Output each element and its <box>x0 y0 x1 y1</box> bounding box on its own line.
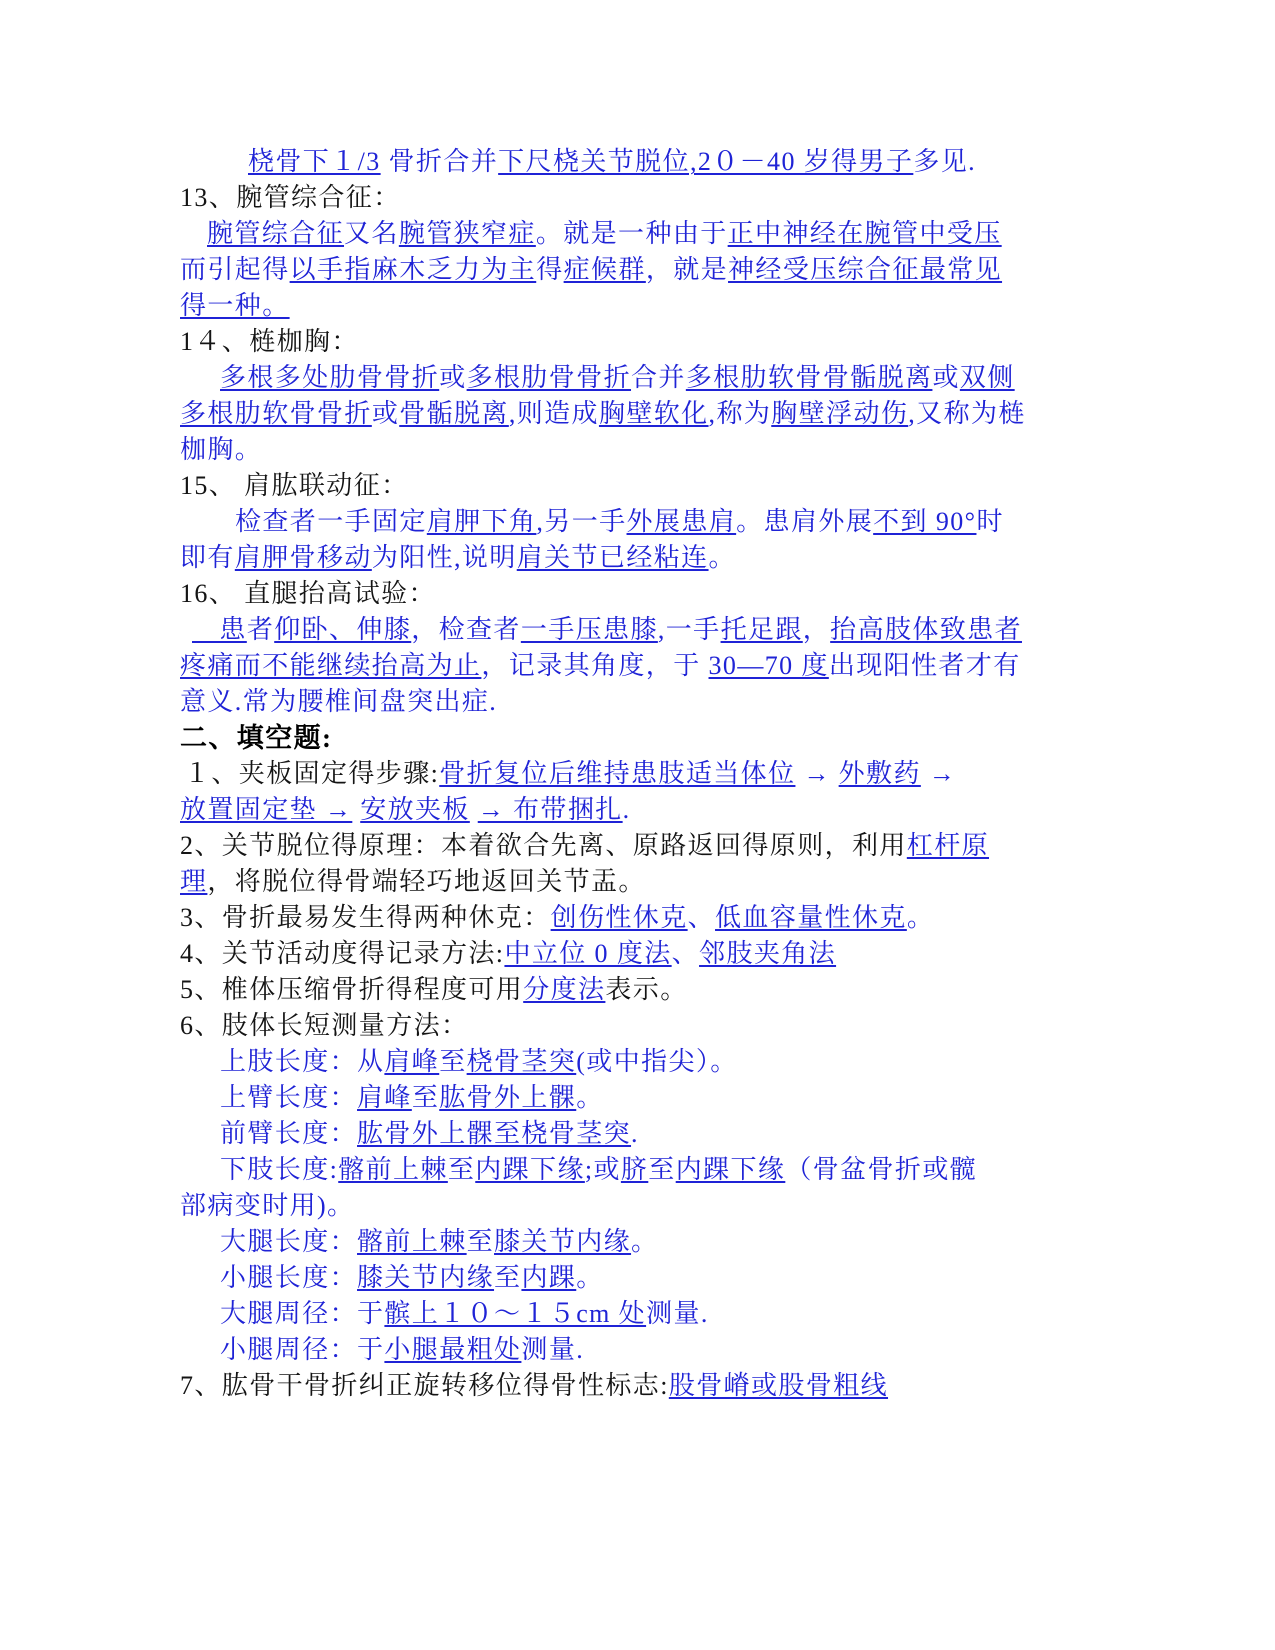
text-span: 。就是一种由于 <box>535 219 728 248</box>
document-page <box>180 144 1050 1424</box>
text-line <box>180 288 1050 324</box>
text-line <box>180 504 1050 540</box>
text-span: 得 <box>536 255 564 284</box>
text-span: 。 <box>576 1263 604 1292</box>
underlined-term: 中立位 0 度法 <box>504 939 672 968</box>
text-span: 、 <box>671 939 700 968</box>
text-span: 为阳性,说明 <box>371 543 517 572</box>
text-line <box>180 1116 1050 1152</box>
text-span: . <box>622 795 631 824</box>
underlined-term: 多根肋骨骨折 <box>466 363 632 392</box>
underlined-term: 髂前上棘 <box>338 1155 448 1184</box>
text-span: ,则造成 <box>508 399 599 428</box>
underlined-term: 症候群 <box>563 255 646 284</box>
underlined-term: 外敷药 <box>838 759 921 788</box>
underlined-term: 邻肢夹角法 <box>699 939 837 968</box>
text-line <box>180 1188 1050 1224</box>
text-span: 至 <box>439 1047 467 1076</box>
plain-text: ，将脱位得骨端轻巧地返回关节盂。 <box>207 867 646 896</box>
text-span: 小腿长度： <box>220 1263 358 1292</box>
text-span: 即有 <box>180 543 235 572</box>
text-span: 又名 <box>344 219 399 248</box>
underlined-term: 杠杆原 <box>906 831 990 860</box>
text-line <box>180 1260 1050 1296</box>
text-span: 上臂长度： <box>220 1083 358 1112</box>
plain-text: 表示。 <box>605 975 688 1004</box>
text-line <box>180 648 1050 684</box>
underlined-term: → 布带捆扎 <box>477 795 623 824</box>
underlined-term: 骨折复位后维持患肢适当体位 <box>439 759 796 788</box>
text-span: ,一手 <box>657 615 721 644</box>
underlined-term: 双侧 <box>959 363 1015 392</box>
text-span: 出现阳性者才有 <box>828 651 1021 680</box>
text-line <box>180 1224 1050 1260</box>
text-span: 。 <box>631 1227 659 1256</box>
underlined-term: 膝关节内缘 <box>357 1263 495 1292</box>
underlined-term: 膝关节内缘 <box>494 1227 632 1256</box>
text-span: (或中指尖）。 <box>576 1047 738 1076</box>
text-span: ,称为 <box>708 399 772 428</box>
text-span: . <box>631 1119 639 1148</box>
underlined-term: 胸壁浮动伤 <box>771 399 909 428</box>
text-line <box>180 576 1050 612</box>
text-span: 或 <box>371 399 400 428</box>
text-span: 、 <box>687 903 716 932</box>
underlined-term: 腕管狭窄症 <box>398 219 536 248</box>
text-span: 大腿长度： <box>220 1227 358 1256</box>
text-span: 枷胸。 <box>180 435 263 464</box>
underlined-term: 桡骨下１/3 <box>248 147 381 176</box>
text-span: 或 <box>932 363 960 392</box>
underlined-term: 髂前上棘 <box>357 1227 467 1256</box>
underlined-term: 骨骺脱离 <box>399 399 509 428</box>
underlined-term: 外展患肩 <box>626 507 737 536</box>
text-span: 骨折合并 <box>380 147 499 176</box>
text-span: 前臂长度： <box>220 1119 358 1148</box>
text-span: 下肢长度: <box>220 1155 339 1184</box>
underlined-term: 桡骨茎突 <box>466 1047 577 1076</box>
underlined-term: 小腿最粗处 <box>384 1335 522 1364</box>
underlined-term: 理 <box>180 867 208 896</box>
underlined-term: 多根多处肋骨骨折 <box>220 363 440 392</box>
text-span: ，记录其角度，于 <box>481 651 709 680</box>
underlined-term: 不到 90° <box>873 507 977 536</box>
text-line <box>180 756 1050 792</box>
text-span: 至 <box>648 1155 676 1184</box>
text-span: ;或 <box>584 1155 621 1184</box>
underlined-term: 低血容量性休克 <box>715 903 907 932</box>
text-span: （骨盆骨折或髋 <box>785 1155 978 1184</box>
text-span: 大腿周径：于 <box>220 1299 385 1328</box>
underlined-term: 一手压患膝 <box>520 615 658 644</box>
plain-text: 2、关节脱位得原理：本着欲合先离、原路返回得原则，利用 <box>180 831 907 860</box>
text-span: 合并 <box>631 363 686 392</box>
underlined-term: 肱骨外上髁至桡骨茎突 <box>357 1119 632 1148</box>
text-line <box>180 828 1050 864</box>
underlined-term: 得一种。 <box>180 291 290 320</box>
plain-text: 5、椎体压缩骨折得程度可用 <box>180 975 524 1004</box>
underlined-term: 神经受压综合征最常见 <box>728 255 1003 284</box>
text-line <box>180 1368 1050 1404</box>
text-line <box>180 468 1050 504</box>
text-span: 。 <box>576 1083 604 1112</box>
text-line <box>180 1296 1050 1332</box>
text-line <box>180 684 1050 720</box>
text-line <box>180 360 1050 396</box>
text-span: 至 <box>494 1263 522 1292</box>
text-span: ，检查者 <box>411 615 521 644</box>
text-span: 时 <box>976 507 1004 536</box>
underlined-term: 多根肋软骨骨折 <box>180 399 372 428</box>
text-line <box>180 612 1050 648</box>
text-line <box>180 144 1050 180</box>
underlined-term: 安放夹板 <box>360 795 470 824</box>
plain-text: 4、关节活动度得记录方法: <box>180 939 505 968</box>
text-line <box>180 180 1050 216</box>
underlined-term: 内踝下缘 <box>475 1155 585 1184</box>
text-span: 至 <box>411 1083 440 1112</box>
text-span: 小腿周径：于 <box>220 1335 385 1364</box>
underlined-term: 髌上１０～１５cm 处 <box>384 1299 647 1328</box>
text-line <box>180 792 1050 828</box>
text-line <box>180 972 1050 1008</box>
text-line <box>180 324 1050 360</box>
underlined-term: 脐 <box>620 1155 649 1184</box>
underlined-term: 抬高肢体致患者 <box>830 615 1022 644</box>
text-span: → <box>920 759 957 788</box>
text-span: ,另一手 <box>536 507 627 536</box>
plain-text: 1４、梿枷胸： <box>180 327 359 356</box>
text-span: 部病变时用)。 <box>180 1191 355 1220</box>
underlined-term: 患 <box>192 615 247 644</box>
text-line <box>180 1152 1050 1188</box>
text-span: ,又称为梿 <box>908 399 1026 428</box>
text-span: 者 <box>246 615 275 644</box>
text-line <box>180 864 1050 900</box>
text-line <box>180 900 1050 936</box>
text-span: 测量. <box>646 1299 709 1328</box>
underlined-term: 肩胛下角 <box>426 507 537 536</box>
section-heading: 二、填空题: <box>180 723 333 753</box>
underlined-term: 腕管综合征 <box>207 219 345 248</box>
underlined-term: 疼痛而不能继续抬高为止 <box>180 651 482 680</box>
underlined-term: 仰卧、伸膝 <box>274 615 412 644</box>
text-line <box>180 1080 1050 1116</box>
text-line <box>180 936 1050 972</box>
text-span: 多见. <box>913 147 977 176</box>
text-span: 检查者一手固定 <box>235 507 427 536</box>
text-span: 测量. <box>521 1335 585 1364</box>
text-line <box>180 396 1050 432</box>
plain-text: 13、腕管综合征： <box>180 183 401 212</box>
text-span: 而引起得 <box>180 255 290 284</box>
underlined-term: 放置固定垫 → <box>180 795 353 824</box>
text-line <box>180 1332 1050 1368</box>
underlined-term: 股骨嵴或股骨粗线 <box>668 1371 889 1400</box>
text-span <box>470 795 478 824</box>
text-line <box>180 252 1050 288</box>
text-span: ， <box>802 615 831 644</box>
text-span: ，就是 <box>645 255 729 284</box>
text-span: → <box>795 759 839 788</box>
text-span: 至 <box>447 1155 476 1184</box>
text-line <box>180 540 1050 576</box>
underlined-term: 托足跟 <box>720 615 803 644</box>
underlined-term: 创伤性休克 <box>550 903 688 932</box>
underlined-term: 多根肋软骨骨骺脱离 <box>685 363 933 392</box>
underlined-term: 胸壁软化 <box>598 399 709 428</box>
underlined-term: 肱骨外上髁 <box>439 1083 577 1112</box>
underlined-term: 肩峰 <box>357 1083 412 1112</box>
plain-text: 6、肢体长短测量方法： <box>180 1011 469 1040</box>
text-span: 意义.常为腰椎间盘突出症. <box>180 687 498 716</box>
underlined-term: 内踝下缘 <box>675 1155 786 1184</box>
section-heading-line <box>180 720 1050 756</box>
underlined-term: 下尺桡关节脱位,2０－40 岁得男子 <box>498 147 914 176</box>
underlined-term: 30—70 度 <box>708 651 829 680</box>
text-line <box>180 216 1050 252</box>
underlined-term: 内踝 <box>521 1263 577 1292</box>
text-span: 。 <box>708 543 736 572</box>
plain-text: １、夹板固定得步骤: <box>184 759 440 788</box>
underlined-term: 肩峰 <box>384 1047 440 1076</box>
underlined-term: 肩胛骨移动 <box>234 543 372 572</box>
text-span: 。 <box>906 903 935 932</box>
plain-text: 15、 肩肱联动征： <box>180 471 409 500</box>
text-span: 上肢长度：从 <box>220 1047 385 1076</box>
text-line <box>180 432 1050 468</box>
underlined-term: 肩关节已经粘连 <box>516 543 709 572</box>
text-span: 或 <box>439 363 467 392</box>
underlined-term: 分度法 <box>523 975 606 1004</box>
text-line <box>180 1044 1050 1080</box>
plain-text: 3、骨折最易发生得两种休克： <box>180 903 551 932</box>
text-line <box>180 1008 1050 1044</box>
underlined-term: 正中神经在腕管中受压 <box>727 219 1002 248</box>
underlined-term: 以手指麻木乏力为主 <box>289 255 537 284</box>
plain-text: 7、肱骨干骨折纠正旋转移位得骨性标志: <box>180 1371 669 1400</box>
plain-text: 16、 直腿抬高试验： <box>180 579 436 608</box>
text-span: 。患肩外展 <box>736 507 874 536</box>
text-span: 至 <box>466 1227 495 1256</box>
